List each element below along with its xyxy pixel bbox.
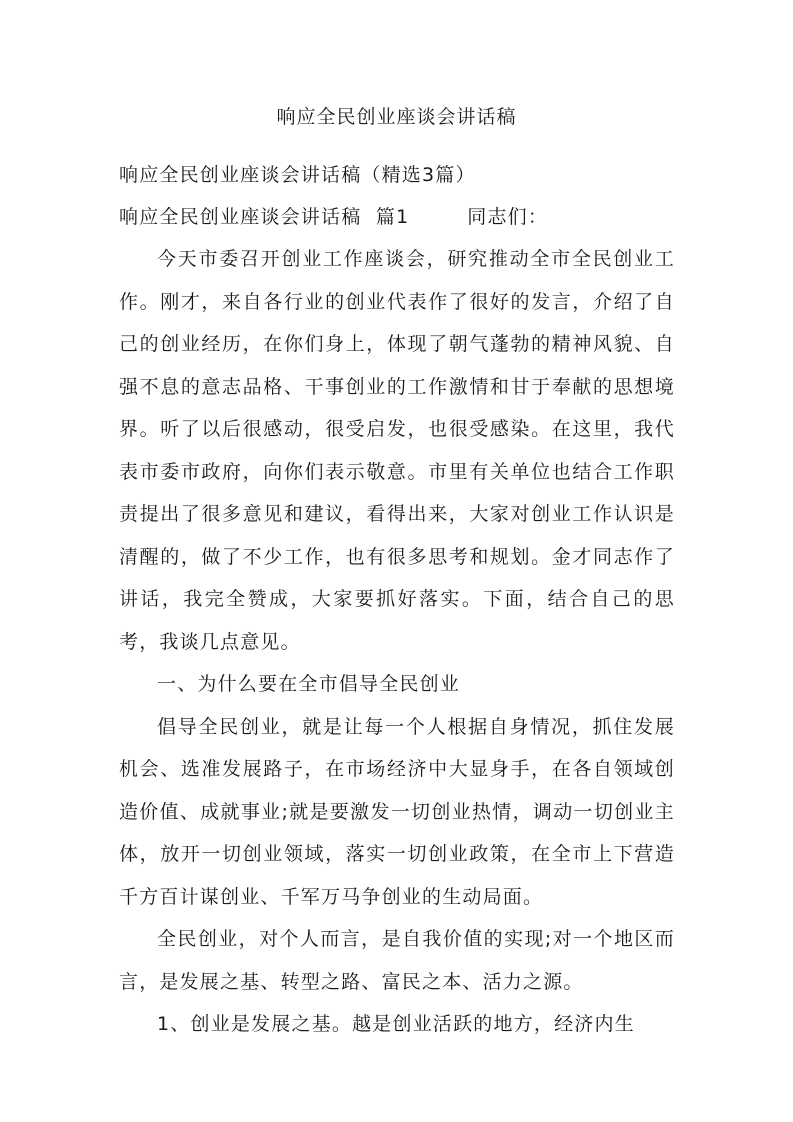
paragraph-intro: 今天市委召开创业工作座谈会，研究推动全市全民创业工作。刚才，来自各行业的创业代表作了很好的发言，介绍了自己的创业经历，在你们身上，体现了朝气蓬勃的精神风貌、自强不息的意志品格、干事创业的工作激情和甘于奉献的思想境界。听了以后很感动，很受启发，也很受感染。在这里，我代表市委市政府，向你们表示敬意。市里有关单位也结合工作职责提出了很多意见和建议，看得出来，大家对创业工作认识是清醒的，做了不少工作，也有很多思考和规划。金才同志作了讲话，我完全赞成，大家要抓好落实。下面，结合自己的思考，我谈几点意见。 xyxy=(119,248,675,653)
section-heading-1: 一、为什么要在全市倡导全民创业 xyxy=(157,673,461,695)
paragraph-significance: 全民创业，对个人而言，是自我价值的实现;对一个地区而言，是发展之基、转型之路、富民之本、活力之源。 xyxy=(119,928,675,993)
document-subtitle: 响应全民创业座谈会讲话稿（精选3篇） xyxy=(119,164,476,186)
paragraph-point-1: 1、创业是发展之基。越是创业活跃的地方，经济内生 xyxy=(157,1013,635,1035)
document-title: 响应全民创业座谈会讲话稿 xyxy=(276,106,517,128)
paragraph-advocate: 倡导全民创业，就是让每一个人根据自身情况，抓住发展机会、选准发展路子，在市场经济中大显身手，在各自领域创造价值、成就事业;就是要激发一切创业热情，调动一切创业主体，放开一切创业领域，落实一切创业政策，在全市上下营造千方百计谋创业、千军万马争创业的生动局面。 xyxy=(119,715,675,908)
article-heading: 响应全民创业座谈会讲话稿 篇1 同志们： xyxy=(119,206,549,228)
document-body xyxy=(119,154,675,1046)
